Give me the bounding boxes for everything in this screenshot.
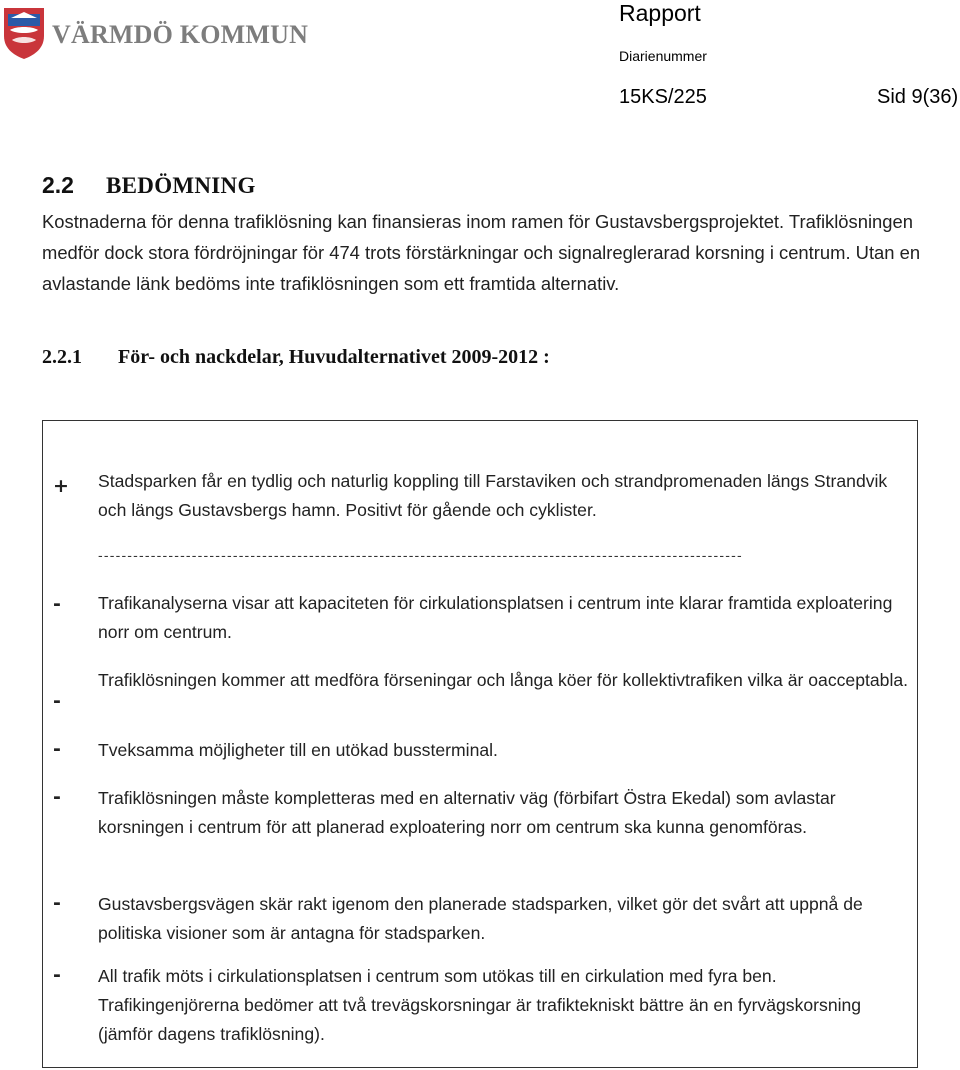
section-number: 2.2 [42, 172, 74, 198]
minus-sign: - [53, 964, 61, 986]
minus-sign: - [53, 892, 61, 914]
logo-text: VÄRMDÖ KOMMUN [52, 20, 309, 49]
document-type: Rapport [619, 0, 701, 26]
section-heading [42, 172, 256, 199]
item-text: Trafiklösningen kommer att medföra förseningar och långa köer för kollektivtrafiken vilka är oacceptabla. [98, 670, 909, 690]
minus-sign: - [53, 738, 61, 760]
coat-of-arms-icon [2, 6, 46, 60]
subsection-number: 2.2.1 [42, 346, 82, 368]
pros-cons-box [42, 420, 918, 1068]
page-number: Sid 9(36) [877, 86, 959, 108]
item-text: Trafikanalyserna visar att kapaciteten för cirkulationsplatsen i centrum inte klarar framtida exploatering norr om centrum. [98, 593, 893, 642]
minus-sign: - [53, 593, 61, 615]
item-text: Gustavsbergsvägen skär rakt igenom den planerade stadsparken, vilket gör det svårt att uppnå de politiska visioner som är antagna för stadsparken. [98, 894, 863, 943]
minus-sign: - [53, 786, 61, 808]
municipality-logo [2, 6, 309, 62]
separator-line: -------------------------------------------------------------------------------------------------------------- [98, 547, 743, 563]
section-title: BEDÖMNING [106, 173, 256, 198]
registration-number: 15KS/225 [619, 86, 707, 108]
item-text: Trafiklösningen måste kompletteras med en alternativ väg (förbifart Östra Ekedal) som avlastar korsningen i centrum för att planerad exploatering norr om centrum ska kunna genomföras. [98, 788, 836, 837]
subsection-heading [42, 346, 550, 369]
minus-sign: - [53, 690, 61, 712]
subsection-title: För- och nackdelar, Huvudalternativet 2009-2012 : [118, 346, 550, 368]
plus-sign: + [53, 475, 69, 497]
item-text: Stadsparken får en tydlig och naturlig koppling till Farstaviken och strandpromenaden längs Strandvik och längs Gustavsbergs hamn. Positivt för gående och cyklister. [98, 471, 888, 520]
item-text: Tveksamma möjligheter till en utökad bussterminal. [98, 740, 498, 760]
item-text: All trafik möts i cirkulationsplatsen i centrum som utökas till en cirkulation med fyra ben. Trafikingenjörerna bedömer att två trevägskorsningar är trafiktekniskt bättre än en fyrvägskorsning (jämför dagens trafiklösning). [98, 966, 862, 1044]
section-paragraph: Kostnaderna för denna trafiklösning kan finansieras inom ramen för Gustavsbergsprojektet. Trafiklösningen medför dock stora fördröjningar för 474 trots förstärkningar och signalreglerarad korsning i centrum. Utan en avlastande länk bedöms inte trafiklösningen som ett framtida alternativ. [42, 211, 921, 294]
registration-label: Diarienummer [619, 48, 707, 64]
